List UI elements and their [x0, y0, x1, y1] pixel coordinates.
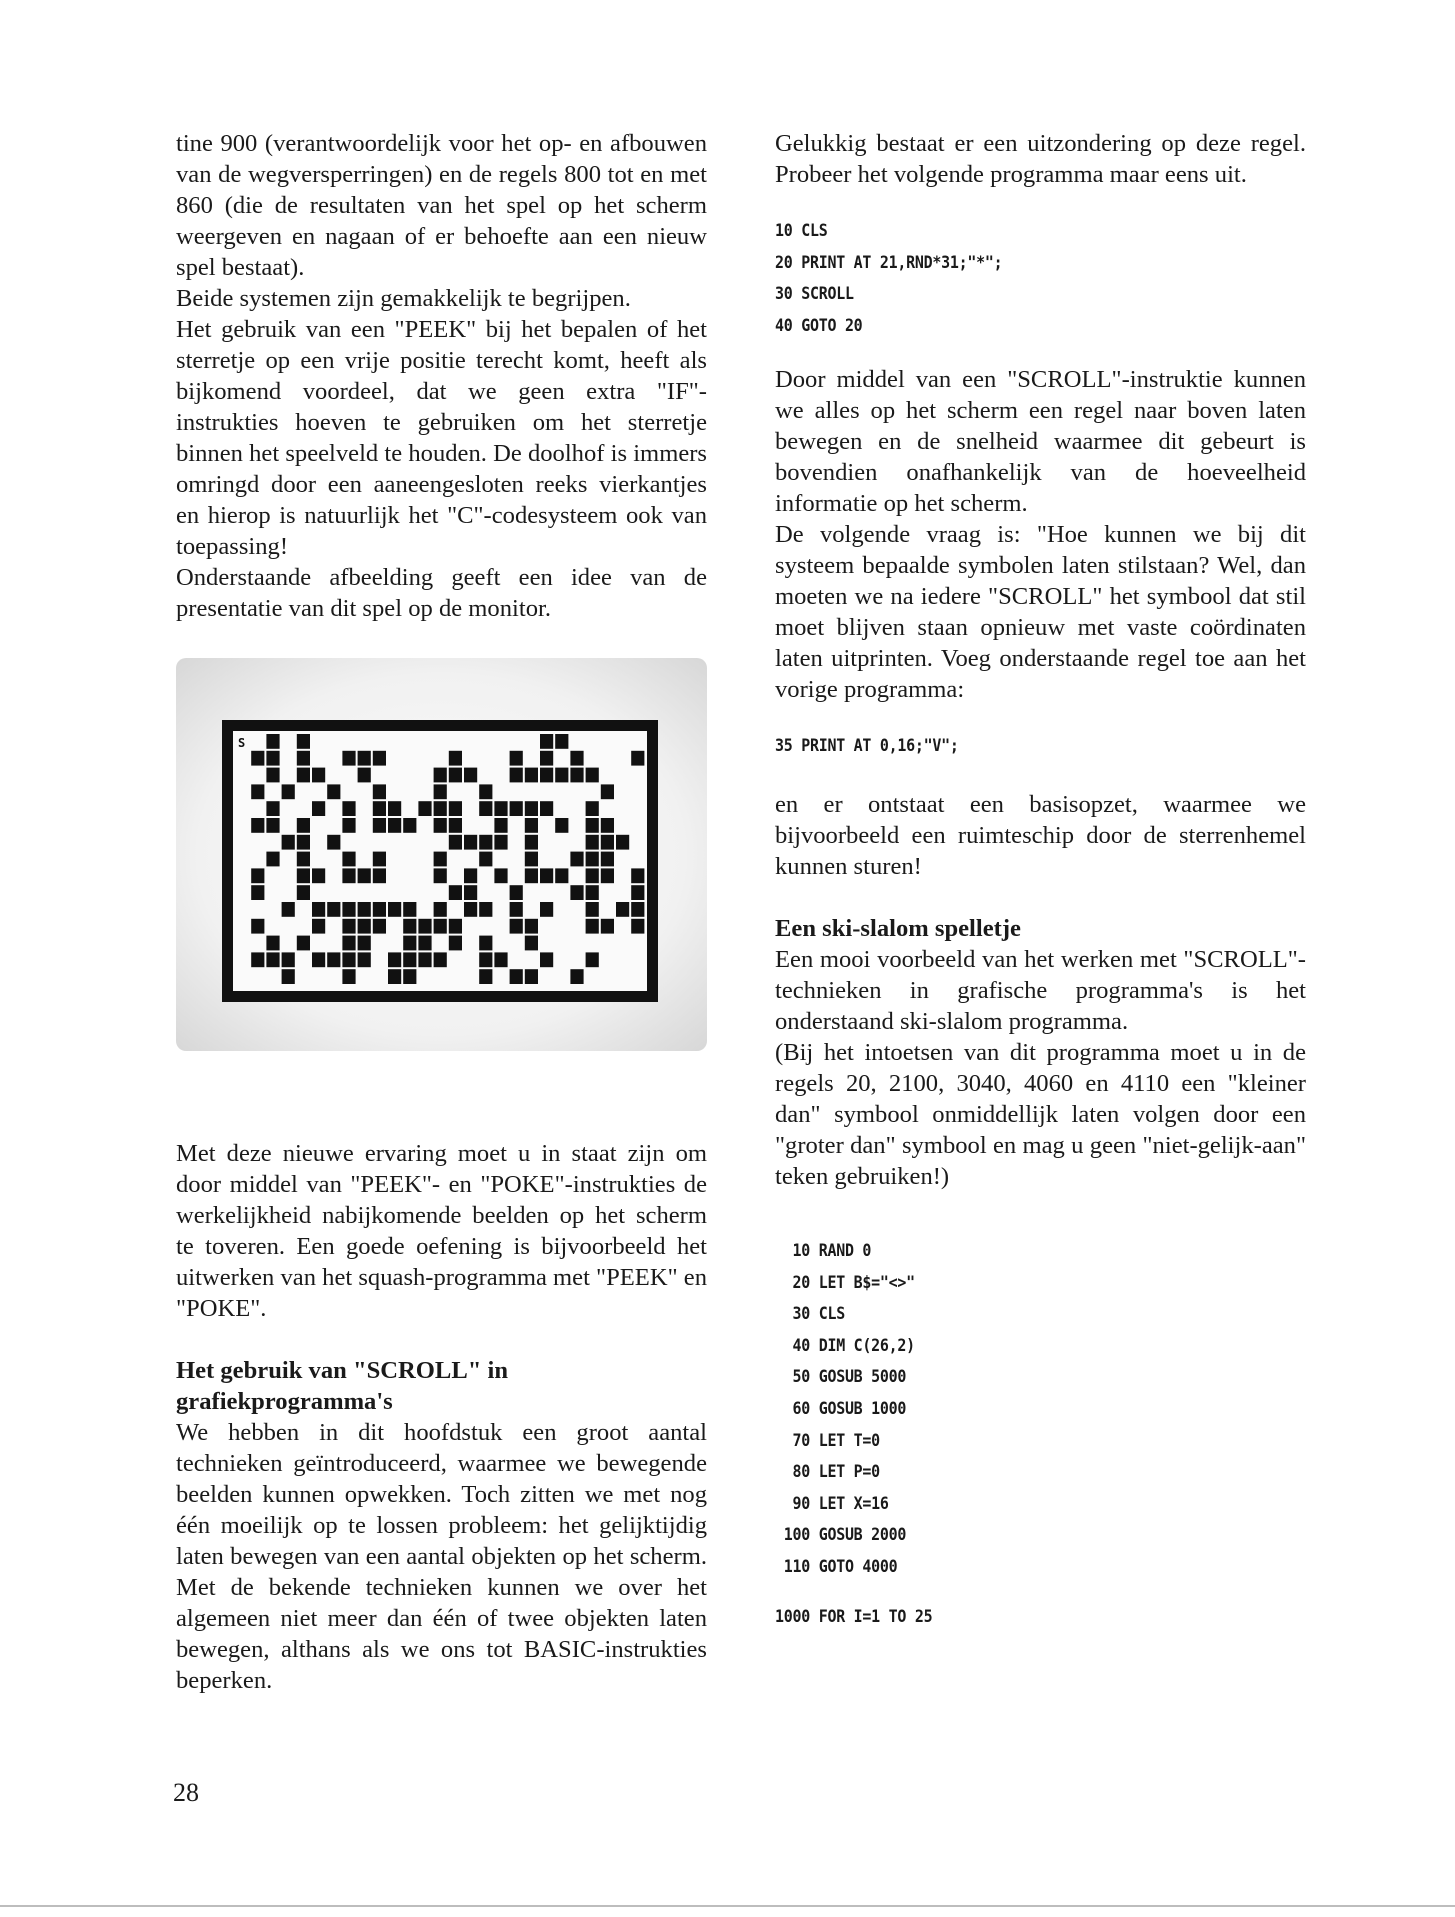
maze-block [525, 936, 538, 951]
maze-block [434, 852, 447, 867]
left-column [176, 128, 707, 624]
maze-start-marker: S [238, 736, 246, 750]
maze-block [251, 885, 264, 900]
left-paragraph-1: tine 900 (verantwoordelijk voor het op- en afbouwen van de wegversperringen) en de regels 800 tot en met 860 (die de resultaten van het spel op het scherm weergeven en nagaan of er behoefte aan een nieuw spel bestaat). [176, 130, 707, 281]
maze-block [631, 885, 644, 900]
maze-block [282, 835, 295, 850]
maze-block [251, 818, 264, 833]
left-paragraph-6: We hebben in dit hoofdstuk een groot aantal technieken geïntroduceerd, waarmee we bewegende beelden kunnen opwekken. Toch zitten we met nog één moeilijk op te lossen probleem: het gelijktijdig laten bewegen van een aantal objekten op het scherm. Met de bekende technieken kunnen we over het algemeen niet meer dan één of twee objekten laten bewegen, althans als we ons tot BASIC-instrukties beperken. [176, 1419, 707, 1694]
maze-block [510, 768, 523, 783]
maze-block [358, 919, 371, 934]
code-listing-4: 1000 FOR I=1 TO 25 [775, 1606, 933, 1627]
maze-block [434, 784, 447, 799]
right-paragraph-4: en er ontstaat een basisopzet, waarmee we bijvoorbeeld een ruimteschip door de sterrenhemel kunnen sturen! [775, 790, 1306, 880]
maze-block [601, 919, 614, 934]
maze-block [570, 768, 583, 783]
maze-block [586, 801, 599, 816]
maze-block [403, 818, 416, 833]
maze-block [418, 936, 431, 951]
maze-block [449, 835, 462, 850]
maze-block [540, 902, 553, 917]
maze-block [266, 751, 279, 766]
maze-block [434, 818, 447, 833]
right-paragraph-5: Een mooi voorbeeld van het werken met "SCROLL"-technieken in grafische programma's is het onderstaand ski-slalom programma. [775, 945, 1306, 1035]
maze-block [479, 801, 492, 816]
maze-block [297, 734, 310, 749]
maze-block [358, 936, 371, 951]
maze-block [494, 835, 507, 850]
maze-block [403, 919, 416, 934]
maze-block [282, 902, 295, 917]
maze-block [586, 885, 599, 900]
maze-block [449, 936, 462, 951]
maze-block [570, 885, 583, 900]
maze-block [342, 868, 355, 883]
maze-block [266, 801, 279, 816]
maze-block [297, 936, 310, 951]
maze-block [464, 885, 477, 900]
maze-block [312, 919, 325, 934]
section-heading-ski-slalom: Een ski-slalom spelletje [775, 914, 1021, 942]
maze-block [510, 751, 523, 766]
maze-block [601, 784, 614, 799]
maze-block [297, 835, 310, 850]
maze-block [525, 818, 538, 833]
maze-block [358, 868, 371, 883]
maze-block [251, 952, 264, 967]
maze-block [449, 751, 462, 766]
maze-block [251, 751, 264, 766]
maze-block [434, 868, 447, 883]
maze-block [540, 801, 553, 816]
maze-block [464, 902, 477, 917]
left-paragraph-5: Met deze nieuwe ervaring moet u in staat zijn om door middel van "PEEK"- en "POKE"-instrukties de werkelijkheid nabijkomende beelden op het scherm te toveren. Een goede oefening is bijvoorbeeld het uitwerken van het squash-programma met "PEEK" en "POKE". [176, 1140, 707, 1322]
maze-block [373, 868, 386, 883]
maze-block [586, 952, 599, 967]
maze-block [464, 835, 477, 850]
maze-block [570, 751, 583, 766]
maze-game-image [222, 720, 658, 1002]
maze-block [510, 801, 523, 816]
maze-block [342, 919, 355, 934]
maze-block [525, 919, 538, 934]
maze-block [510, 919, 523, 934]
maze-block [403, 952, 416, 967]
maze-block [342, 936, 355, 951]
maze-block [373, 784, 386, 799]
maze-block [266, 952, 279, 967]
maze-block [297, 768, 310, 783]
maze-block [479, 902, 492, 917]
maze-block [510, 902, 523, 917]
maze-block [312, 801, 325, 816]
maze-block [373, 902, 386, 917]
maze-block [464, 868, 477, 883]
maze-block [601, 835, 614, 850]
maze-block [418, 801, 431, 816]
maze-block [555, 734, 568, 749]
maze-block [403, 969, 416, 984]
maze-block [282, 952, 295, 967]
maze-block [388, 801, 401, 816]
maze-block [251, 868, 264, 883]
right-paragraph-6: (Bij het intoetsen van dit programma moet u in de regels 20, 2100, 3040, 4060 en 4110 een "kleiner dan" symbool onmiddellijk laten volgen door een "groter dan" symbool en mag u geen "niet-gelijk-aan" teken gebruiken!) [775, 1038, 1306, 1190]
maze-block [342, 902, 355, 917]
maze-block [358, 768, 371, 783]
maze-block [494, 818, 507, 833]
right-paragraph-1: Gelukkig bestaat er een uitzondering op deze regel. Probeer het volgende programma maar eens uit. [775, 130, 1306, 188]
maze-block [388, 902, 401, 917]
maze-block [586, 835, 599, 850]
maze-block [494, 952, 507, 967]
maze-block [373, 852, 386, 867]
maze-block [479, 852, 492, 867]
bottom-rule [0, 1905, 1455, 1907]
maze-block [586, 768, 599, 783]
maze-block [449, 885, 462, 900]
maze-block [297, 852, 310, 867]
maze-block [373, 751, 386, 766]
maze-block [327, 835, 340, 850]
maze-block [358, 751, 371, 766]
maze-block [251, 919, 264, 934]
maze-block [342, 969, 355, 984]
maze-block [540, 751, 553, 766]
maze-block [312, 952, 325, 967]
code-listing-1: 10 CLS 20 PRINT AT 21,RND*31;"*"; 30 SCROLL 40 GOTO 20 [775, 221, 1003, 336]
maze-block [586, 919, 599, 934]
maze-block [342, 801, 355, 816]
maze-block [631, 919, 644, 934]
maze-block [266, 734, 279, 749]
maze-block [373, 801, 386, 816]
page-number: 28 [173, 1778, 199, 1807]
maze-block [434, 919, 447, 934]
maze-block [570, 852, 583, 867]
maze-block [342, 952, 355, 967]
maze-block [388, 818, 401, 833]
maze-block [525, 801, 538, 816]
maze-block [312, 902, 325, 917]
maze-block [434, 768, 447, 783]
maze-block [601, 852, 614, 867]
maze-block [631, 902, 644, 917]
maze-block [388, 952, 401, 967]
maze-block [251, 784, 264, 799]
code-listing-3: 10 RAND 0 20 LET B$="<>" 30 CLS 40 DIM C(26,2) 50 GOSUB 5000 60 GOSUB 1000 70 LET T=0 80 LET P=0 90 LET X=16 100 GOSUB 2000 110 GOTO 4000 [783, 1240, 915, 1577]
maze-block [540, 868, 553, 883]
left-column-lower [176, 1138, 707, 1696]
maze-block [358, 952, 371, 967]
maze-block [297, 751, 310, 766]
maze-block [403, 936, 416, 951]
maze-block [418, 919, 431, 934]
maze-block [540, 734, 553, 749]
right-column [775, 128, 1306, 1633]
maze-block [601, 818, 614, 833]
maze-block [327, 952, 340, 967]
maze-block [494, 868, 507, 883]
maze-block [297, 818, 310, 833]
maze-block [525, 768, 538, 783]
maze-block [540, 768, 553, 783]
maze-block [555, 768, 568, 783]
maze-block [388, 969, 401, 984]
maze-block [510, 969, 523, 984]
maze-block [434, 902, 447, 917]
maze-block [312, 768, 325, 783]
maze-block [494, 801, 507, 816]
maze-block [312, 868, 325, 883]
left-paragraph-2: Beide systemen zijn gemakkelijk te begrijpen. [176, 285, 631, 312]
maze-block [434, 952, 447, 967]
maze-block [525, 969, 538, 984]
maze-block [464, 768, 477, 783]
maze-block [586, 852, 599, 867]
maze-block [479, 969, 492, 984]
maze-block [525, 835, 538, 850]
maze-block [266, 818, 279, 833]
maze-block [570, 969, 583, 984]
maze-block [449, 768, 462, 783]
maze-block [418, 952, 431, 967]
maze-block [525, 868, 538, 883]
maze-block [449, 818, 462, 833]
maze-block [297, 868, 310, 883]
code-listing-2: 35 PRINT AT 0,16;"V"; [775, 736, 959, 757]
maze-block [403, 902, 416, 917]
maze-block [266, 936, 279, 951]
maze-block [631, 868, 644, 883]
maze-block [282, 784, 295, 799]
maze-block [479, 952, 492, 967]
maze-block [540, 952, 553, 967]
left-paragraph-4: Onderstaande afbeelding geeft een idee van de presentatie van dit spel op de monitor. [176, 564, 707, 622]
maze-block [525, 852, 538, 867]
maze-block [373, 818, 386, 833]
maze-block [510, 885, 523, 900]
maze-block [616, 835, 629, 850]
maze-block [266, 852, 279, 867]
maze-block [266, 768, 279, 783]
maze-block [342, 818, 355, 833]
maze-block [601, 868, 614, 883]
maze-block [555, 868, 568, 883]
maze-block [586, 818, 599, 833]
maze-block [479, 784, 492, 799]
maze-block [342, 751, 355, 766]
maze-block [327, 902, 340, 917]
maze-block [297, 885, 310, 900]
maze-block [358, 902, 371, 917]
right-paragraph-3: De volgende vraag is: "Hoe kunnen we bij dit systeem bepaalde symbolen laten stilstaan? Wel, dan moeten we na iedere "SCROLL" het symbool dat stil moet blijven staan opnieuw met vaste coördinaten laten uitprinten. Voeg onderstaande regel toe aan het vorige programma: [775, 521, 1306, 704]
maze-block [631, 751, 644, 766]
maze-block [586, 868, 599, 883]
maze-block [327, 784, 340, 799]
right-paragraph-2: Door middel van een "SCROLL"-instruktie kunnen we alles op het scherm een regel naar boven laten bewegen en de snelheid waarmee dit gebeurt is bovendien onafhankelijk van de hoeveelheid informatie op het scherm. [775, 366, 1306, 518]
maze-block [479, 936, 492, 951]
maze-block [555, 818, 568, 833]
maze-block [434, 801, 447, 816]
maze-block [616, 902, 629, 917]
maze-block [479, 835, 492, 850]
maze-block [586, 902, 599, 917]
maze-block [449, 919, 462, 934]
maze-block [342, 852, 355, 867]
left-paragraph-3: Het gebruik van een "PEEK" bij het bepalen of het sterretje op een vrije positie terecht komt, heeft als bijkomend voordeel, dat we geen extra "IF"-instrukties hoeven te gebruiken om het sterretje binnen het speelveld te houden. De doolhof is immers omringd door een aaneengesloten reeks vierkantjes en hierop is natuurlijk het "C"-codesysteem ook van toepassing! [176, 316, 707, 560]
maze-block [282, 969, 295, 984]
section-heading-scroll: Het gebruik van "SCROLL" in grafiekprogramma's [176, 1357, 509, 1415]
maze-block [373, 919, 386, 934]
maze-block [449, 801, 462, 816]
